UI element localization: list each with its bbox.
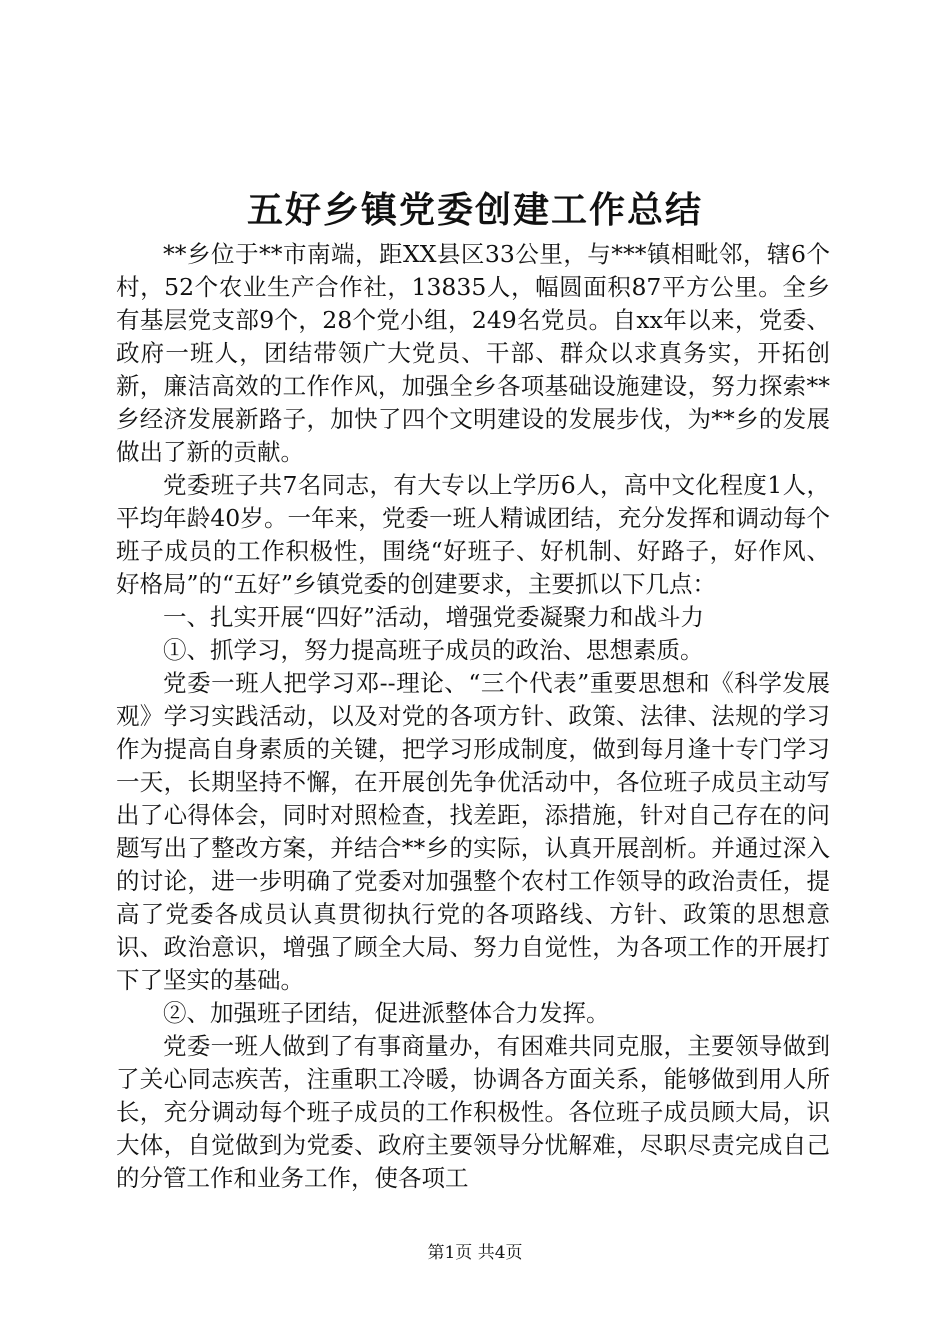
- section-heading-1: 一、扎实开展“四好”活动，增强党委凝聚力和战斗力: [163, 603, 705, 631]
- paragraph-study: 党委一班人把学习邓--理论、“三个代表”重要思想和《科学发展观》学习实践活动，以及对党的各项方针、政策、法律、法规的学习作为提高自身素质的关键，把学习形成制度，做到每月逢十专门学习一天，长期坚持不懈，在开展创先争优活动中，各位班子成员主动写出了心得体会，同时对照检查，找差距，添措施，针对自己存在的问题写出了整改方案，并结合**乡的实际，认真开展剖析。并通过深入的讨论，进一步明确了党委对加强整个农村工作领导的政治责任，提高了党委各成员认真贯彻执行党的各项路线、方针、政策的思想意识、政治意识，增强了顾全大局、努力自觉性，为各项工作的开展打下了坚实的基础。: [116, 669, 830, 994]
- subsection-heading-2: ②、加强班子团结，促进派整体合力发挥。: [163, 999, 610, 1027]
- document-body: [116, 238, 830, 1195]
- paragraph-intro: **乡位于**市南端，距XX县区33公里，与***镇相毗邻，辖6个村，52个农业生产合作社，13835人，幅圆面积87平方公里。全乡有基层党支部9个，28个党小组，249名党员。自xx年以来，党委、政府一班人，团结带领广大党员、干部、群众以求真务实，开拓创新，廉洁高效的工作作风，加强全乡各项基础设施建设，努力探索**乡经济发展新路子，加快了四个文明建设的发展步伐，为**乡的发展做出了新的贡献。: [116, 240, 830, 466]
- paragraph-unity: 党委一班人做到了有事商量办，有困难共同克服，主要领导做到了关心同志疾苦，注重职工冷暖，协调各方面关系，能够做到用人所长，充分调动每个班子成员的工作积极性。各位班子成员顾大局，识大体，自觉做到为党委、政府主要领导分忧解难，尽职尽责完成自己的分管工作和业务工作，使各项工: [116, 1032, 830, 1192]
- document-title: 五好乡镇党委创建工作总结: [246, 189, 703, 231]
- paragraph-committee: 党委班子共7名同志，有大专以上学历6人，高中文化程度1人，平均年龄40岁。一年来，党委一班人精诚团结，充分发挥和调动每个班子成员的工作积极性，围绕“好班子、好机制、好路子，好作风、好格局”的“五好”乡镇党委的创建要求，主要抓以下几点：: [116, 471, 830, 598]
- subsection-heading-1: ①、抓学习，努力提高班子成员的政治、思想素质。: [163, 636, 704, 664]
- page-number: 第1页 共4页: [427, 1243, 523, 1263]
